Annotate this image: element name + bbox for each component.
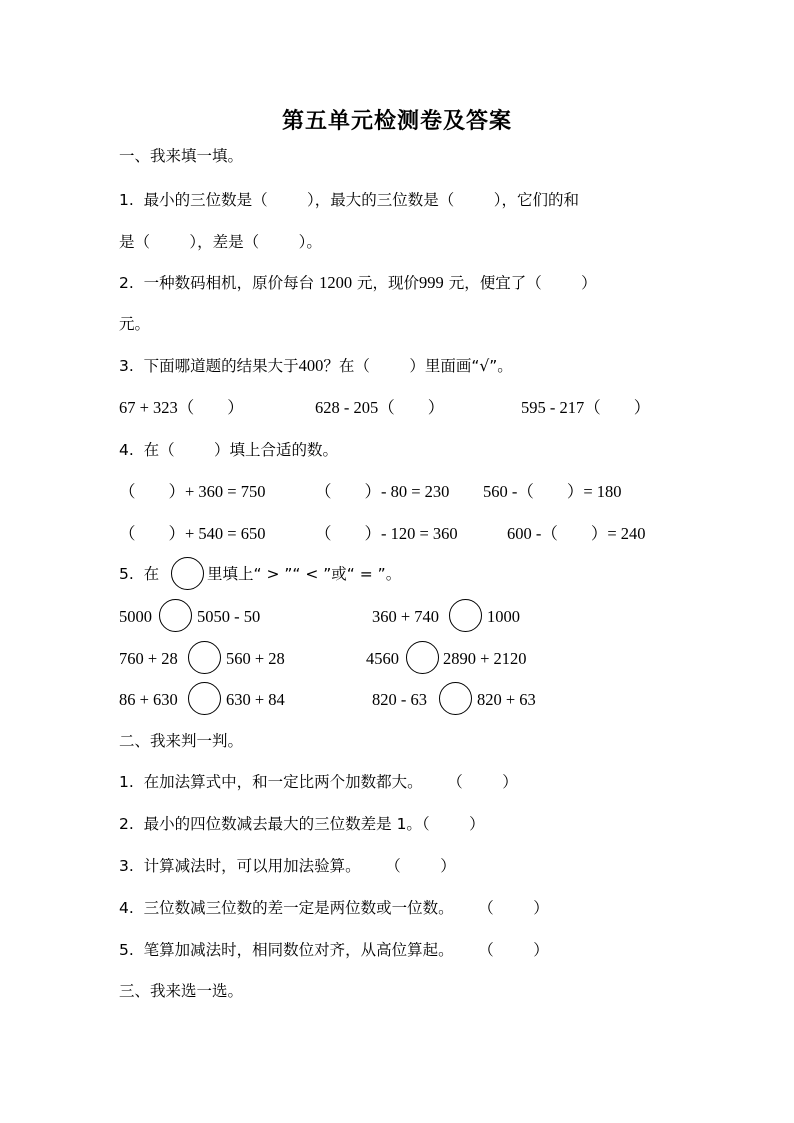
- compare-left-3: 760 + 28: [119, 649, 178, 668]
- judge-item-2: 2. 最小的四位数减去最大的三位数差是 1。（ ）: [119, 815, 485, 833]
- judge-item-3: 3. 计算减法时，可以用加法验算。 （ ）: [119, 857, 456, 875]
- section-heading-choose: 三、我来选一选。: [119, 982, 244, 1000]
- compare-left-6: 820 - 63: [372, 690, 427, 709]
- question-2-text-c: 元，便宜了（ ）: [443, 274, 597, 292]
- price-old: 1200: [319, 273, 353, 292]
- price-new: 999: [419, 273, 444, 292]
- section-heading-fill: 一、我来填一填。: [119, 147, 244, 165]
- question-3-text-a: 3. 下面哪道题的结果大于: [119, 357, 299, 375]
- compare-circle-4[interactable]: [406, 641, 439, 674]
- compare-left-5: 86 + 630: [119, 690, 178, 709]
- compare-left-4: 4560: [366, 649, 399, 668]
- question-3-text-b: ？在（ ）里面画“√”。: [323, 357, 513, 375]
- compare-circle-sample: [171, 557, 204, 590]
- question-2-text-a: 2. 一种数码相机，原价每台: [119, 274, 320, 292]
- compare-right-6: 820 + 63: [477, 690, 536, 709]
- q4-row2-eq-3: 600 -（ ）= 240: [507, 524, 646, 543]
- compare-right-3: 560 + 28: [226, 649, 285, 668]
- question-1-line-1: 1. 最小的三位数是（ ），最大的三位数是（ ），它们的和: [119, 191, 579, 209]
- compare-circle-5[interactable]: [188, 682, 221, 715]
- compare-right-5: 630 + 84: [226, 690, 285, 709]
- compare-right-1: 5050 - 50: [197, 607, 261, 626]
- question-5-prompt-a: 5. 在: [119, 565, 160, 583]
- judge-item-1: 1. 在加法算式中，和一定比两个加数都大。 （ ）: [119, 773, 518, 791]
- q4-row1-eq-2: （ ）- 80 = 230: [315, 482, 450, 501]
- judge-item-4: 4. 三位数减三位数的差一定是两位数或一位数。 （ ）: [119, 899, 549, 917]
- judge-item-5: 5. 笔算加减法时，相同数位对齐，从高位算起。 （ ）: [119, 941, 549, 959]
- question-5-prompt-b: 里填上“ > ”“ < ”或“ = ”。: [207, 565, 402, 583]
- question-1-line-2: 是（ ），差是（ ）。: [119, 233, 322, 251]
- compare-circle-6[interactable]: [439, 682, 472, 715]
- q4-row1-eq-1: （ ）+ 360 = 750: [119, 482, 266, 501]
- question-2-text-b: 元，现价: [352, 274, 420, 292]
- compare-circle-1[interactable]: [159, 599, 192, 632]
- compare-circle-2[interactable]: [449, 599, 482, 632]
- q4-row2-eq-1: （ ）+ 540 = 650: [119, 524, 266, 543]
- section-heading-judge: 二、我来判一判。: [119, 732, 244, 750]
- compare-left-2: 360 + 740: [372, 607, 440, 626]
- threshold-value: 400: [298, 356, 324, 375]
- question-3-prompt: [119, 356, 513, 376]
- question-2-line-2: 元。: [119, 315, 151, 333]
- compare-right-4: 2890 + 2120: [443, 649, 527, 668]
- q3-expression-1: 67 + 323（ ）: [119, 398, 244, 417]
- page-title: 第五单元检测卷及答案: [281, 109, 512, 134]
- q3-expression-3: 595 - 217（ ）: [521, 398, 651, 417]
- q4-row2-eq-2: （ ）- 120 = 360: [315, 524, 458, 543]
- compare-left-1: 5000: [119, 607, 152, 626]
- compare-circle-3[interactable]: [188, 641, 221, 674]
- question-4-prompt: 4. 在（ ）填上合适的数。: [119, 441, 339, 459]
- q4-row1-eq-3: 560 -（ ）= 180: [483, 482, 622, 501]
- q3-expression-2: 628 - 205（ ）: [315, 398, 445, 417]
- question-2-line-1: [119, 273, 597, 293]
- compare-right-2: 1000: [487, 607, 520, 626]
